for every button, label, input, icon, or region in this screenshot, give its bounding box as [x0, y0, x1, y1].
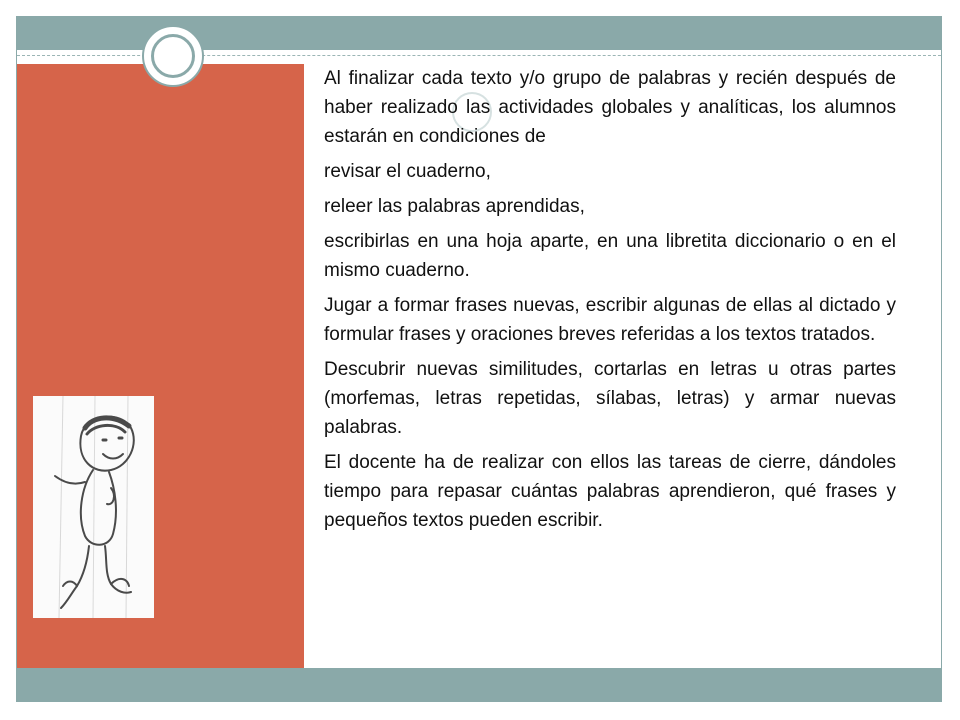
circle-ornament-icon — [142, 25, 204, 87]
bottom-bar — [17, 668, 941, 701]
paragraph-item: Descubrir nuevas similitudes, cortarlas en letras u otras partes (morfemas, letras repetidas, sílabas, letras) y armar nuevas palabras. — [324, 359, 896, 438]
child-drawing-image — [33, 396, 154, 618]
paragraph-item: releer las palabras aprendidas, — [324, 196, 585, 217]
paragraph-item: revisar el cuaderno, — [324, 161, 491, 182]
paragraph-item: escribirlas en una hoja aparte, en una libretita diccionario o en el mismo cuaderno. — [324, 231, 896, 281]
body-text — [324, 64, 896, 541]
paragraph-item: Jugar a formar frases nuevas, escribir algunas de ellas al dictado y formular frases y oraciones breves referidas a los textos tratados. — [324, 295, 896, 345]
paragraph-intro: Al finalizar cada texto y/o grupo de palabras y recién después de haber realizado las actividades globales y analíticas, los alumnos estarán en condiciones de — [324, 68, 896, 147]
paragraph-item: El docente ha de realizar con ellos las tareas de cierre, dándoles tiempo para repasar cuántas palabras aprendieron, qué frases y pequeños textos pueden escribir. — [324, 452, 896, 531]
